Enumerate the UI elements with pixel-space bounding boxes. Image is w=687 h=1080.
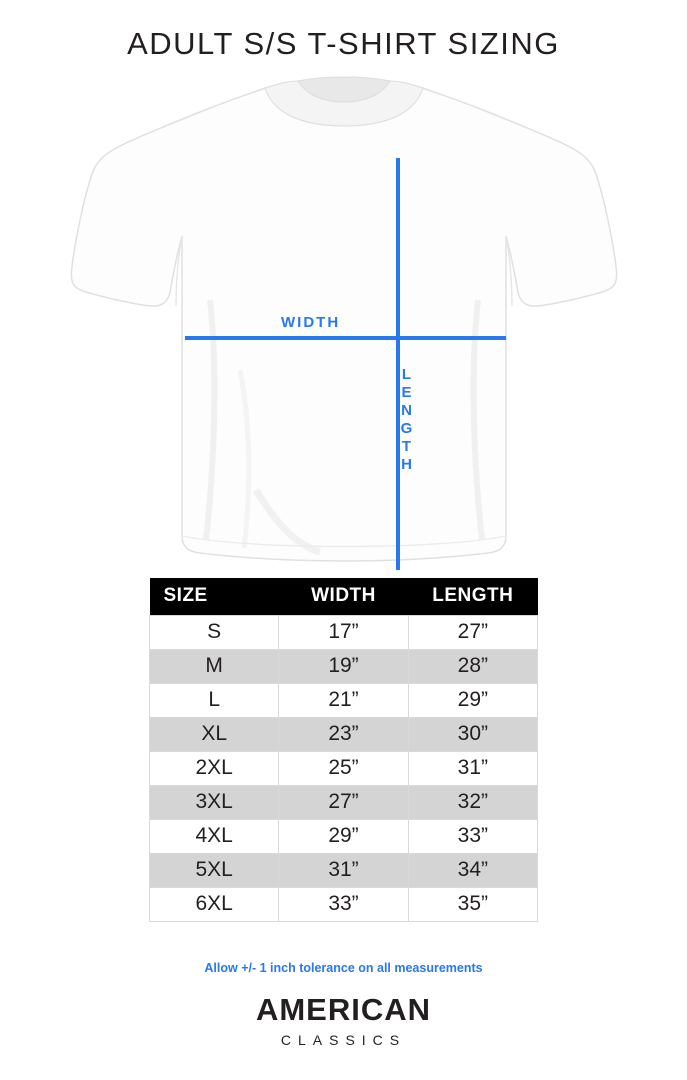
table-row — [150, 650, 538, 684]
cell-width: 29” — [279, 820, 408, 854]
cell-size: 5XL — [150, 854, 279, 888]
sizing-table-wrapper — [149, 578, 538, 922]
page-title: ADULT S/S T-SHIRT SIZING — [127, 26, 560, 61]
brand-logo — [0, 992, 687, 1048]
cell-size: 4XL — [150, 820, 279, 854]
cell-length: 33” — [408, 820, 537, 854]
cell-length: 28” — [408, 650, 537, 684]
cell-width: 31” — [279, 854, 408, 888]
table-row — [150, 786, 538, 820]
shirt-diagram — [0, 70, 687, 570]
table-header-row — [150, 578, 538, 616]
cell-length: 34” — [408, 854, 537, 888]
cell-size: L — [150, 684, 279, 718]
cell-size: S — [150, 616, 279, 650]
cell-length: 30” — [408, 718, 537, 752]
table-row — [150, 820, 538, 854]
cell-width: 19” — [279, 650, 408, 684]
column-header-size: SIZE — [150, 578, 279, 616]
tolerance-note: Allow +/- 1 inch tolerance on all measurements — [204, 961, 483, 975]
cell-length: 29” — [408, 684, 537, 718]
tshirt-illustration — [0, 70, 687, 570]
cell-width: 23” — [279, 718, 408, 752]
table-row — [150, 854, 538, 888]
cell-size: 2XL — [150, 752, 279, 786]
column-header-width: WIDTH — [279, 578, 408, 616]
length-label: LENGTH — [398, 366, 415, 474]
cell-length: 32” — [408, 786, 537, 820]
table-row — [150, 684, 538, 718]
table-row — [150, 752, 538, 786]
width-label: WIDTH — [281, 314, 341, 331]
table-row — [150, 616, 538, 650]
cell-width: 25” — [279, 752, 408, 786]
brand-subtitle: CLASSICS — [280, 1032, 407, 1048]
cell-size: M — [150, 650, 279, 684]
column-header-length: LENGTH — [408, 578, 537, 616]
cell-width: 33” — [279, 888, 408, 922]
table-row — [150, 888, 538, 922]
cell-size: XL — [150, 718, 279, 752]
cell-length: 27” — [408, 616, 537, 650]
brand-name: AMERICAN — [255, 992, 432, 1027]
cell-size: 3XL — [150, 786, 279, 820]
cell-size: 6XL — [150, 888, 279, 922]
cell-width: 21” — [279, 684, 408, 718]
cell-width: 17” — [279, 616, 408, 650]
cell-length: 31” — [408, 752, 537, 786]
cell-width: 27” — [279, 786, 408, 820]
cell-length: 35” — [408, 888, 537, 922]
table-row — [150, 718, 538, 752]
sizing-table — [149, 578, 538, 922]
